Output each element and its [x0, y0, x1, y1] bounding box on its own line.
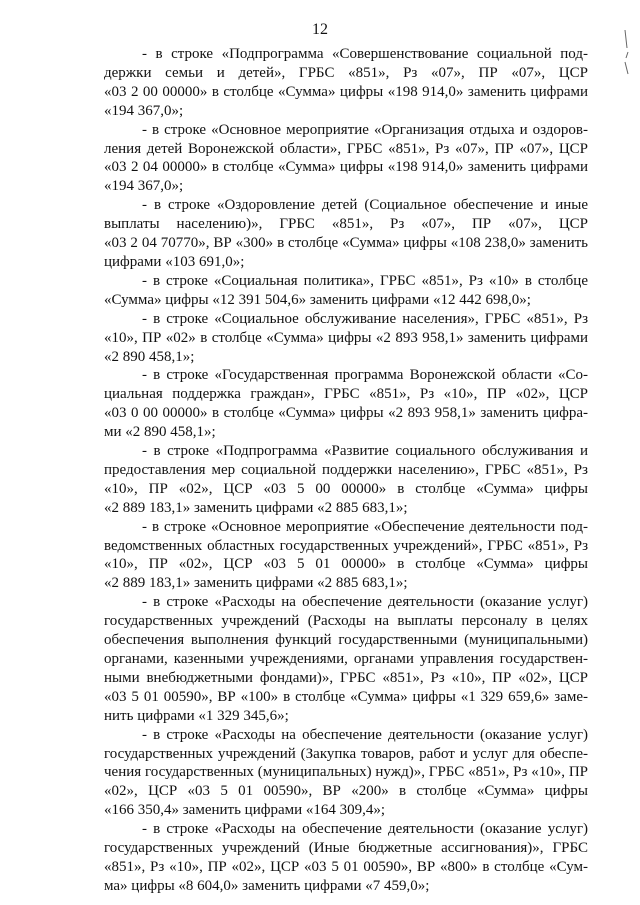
text-line: держки семьи и детей», ГРБС «851», Рз «07», ПР «07», ЦСР [104, 64, 588, 81]
text-line: органами, казенными учреждениями, органами управления государствен- [104, 651, 588, 667]
amendment-paragraph [104, 442, 588, 518]
text-line: - в строке «Расходы на обеспечение деятельности (оказание услуг) [142, 594, 588, 611]
text-line: «2 889 183,1» заменить цифрами «2 885 683,1»; [104, 575, 408, 592]
margin-scan-mark [624, 28, 630, 78]
text-line: «194 367,0»; [104, 178, 184, 195]
text-line: «10», ПР «02», ЦСР «03 5 01 00000» в столбце «Сумма» цифры [104, 556, 588, 573]
text-line: «2 890 458,1»; [104, 348, 195, 365]
amendment-paragraph [104, 518, 588, 594]
text-line: ми «2 890 458,1»; [104, 424, 216, 441]
text-line: предоставления мер социальной поддержки населению», ГРБС «851», Рз [104, 461, 588, 478]
text-line: - в строке «Подпрограмма «Развитие социального обслуживания и [142, 443, 588, 460]
text-line: - в строке «Государственная программа Воронежской области «Со- [142, 367, 588, 384]
text-line: - в строке «Социальное обслуживание населения», ГРБС «851», Рз [142, 310, 588, 327]
text-line: ма» цифры «8 604,0» заменить цифрами «7 459,0»; [104, 877, 430, 894]
text-line: «03 2 04 00000» в столбце «Сумма» цифры «198 914,0» заменить цифрами [104, 159, 588, 176]
text-line: «03 2 04 70770», ВР «300» в столбце «Сумма» цифры «108 238,0» заменить [104, 235, 588, 252]
text-line: - в строке «Подпрограмма «Совершенствование социальной под- [142, 46, 588, 62]
text-line: - в строке «Оздоровление детей (Социальное обеспечение и иные [142, 197, 588, 214]
text-line: нить цифрами «1 329 345,6»; [104, 707, 289, 724]
text-line: ведомственных областных государственных учреждений», ГРБС «851», Рз [104, 537, 588, 554]
text-line: циальная поддержка граждан», ГРБС «851», Рз «10», ПР «02», ЦСР [104, 386, 588, 403]
text-line: «03 0 00 00000» в столбце «Сумма» цифры «2 893 958,1» заменить цифра- [104, 405, 588, 422]
amendment-paragraph [104, 310, 588, 367]
text-line: «166 350,4» заменить цифрами «164 309,4»; [104, 802, 386, 819]
text-line: государственных учреждений (Иные бюджетные ассигнования)», ГРБС [104, 840, 588, 857]
text-line: государственных учреждений (Расходы на выплаты персоналу в целях [104, 613, 588, 630]
text-line: «2 889 183,1» заменить цифрами «2 885 683,1»; [104, 499, 408, 516]
text-line: обеспечения выполнения функций государственными (муниципальными) [104, 632, 588, 649]
text-line: чения государственных (муниципальных) нужд)», ГРБС «851», Рз «10», ПР [104, 764, 588, 781]
amendment-paragraph [104, 366, 588, 442]
text-line: выплаты населению)», ГРБС «851», Рз «07», ПР «07», ЦСР [104, 216, 588, 233]
text-line: - в строке «Основное мероприятие «Организация отдыха и оздоров- [142, 121, 588, 138]
amendment-paragraph [104, 726, 588, 821]
text-line: «10», ПР «02», ЦСР «03 5 00 00000» в столбце «Сумма» цифры [104, 480, 588, 497]
amendment-paragraph [104, 820, 588, 896]
text-line: ления детей Воронежской области», ГРБС «851», Рз «07», ПР «07», ЦСР [104, 140, 588, 157]
document-body [104, 45, 588, 896]
text-line: «03 5 01 00590», ВР «100» в столбце «Сумма» цифры «1 329 659,6» заме- [104, 688, 588, 705]
text-line: «851», Рз «10», ПР «02», ЦСР «03 5 01 00590», ВР «800» в столбце «Сум- [104, 858, 588, 875]
amendment-paragraph [104, 121, 588, 197]
text-line: - в строке «Социальная политика», ГРБС «851», Рз «10» в столбце [142, 272, 588, 289]
text-line: «194 367,0»; [104, 102, 184, 119]
amendment-paragraph [104, 272, 588, 310]
text-line: - в строке «Расходы на обеспечение деятельности (оказание услуг) [142, 726, 588, 743]
text-line: государственных учреждений (Закупка товаров, работ и услуг для обеспе- [104, 745, 588, 762]
text-line: «10», ПР «02» в столбце «Сумма» цифры «2 893 958,1» заменить цифрами [104, 329, 588, 346]
text-line: - в строке «Расходы на обеспечение деятельности (оказание услуг) [142, 821, 588, 838]
amendment-paragraph [104, 593, 588, 725]
text-line: - в строке «Основное мероприятие «Обеспечение деятельности под- [142, 518, 588, 535]
amendment-paragraph [104, 196, 588, 272]
text-line: «03 2 00 00000» в столбце «Сумма» цифры «198 914,0» заменить цифрами [104, 83, 588, 100]
text-line: цифрами «103 691,0»; [104, 253, 245, 270]
page-number: 12 [312, 21, 328, 38]
text-line: «Сумма» цифры «12 391 504,6» заменить цифрами «12 442 698,0»; [104, 291, 531, 308]
text-line: ными внебюджетными фондами)», ГРБС «851», Рз «10», ПР «02», ЦСР [104, 669, 588, 686]
text-line: «02», ЦСР «03 5 01 00590», ВР «200» в столбце «Сумма» цифры [104, 783, 588, 800]
amendment-paragraph [104, 45, 588, 121]
